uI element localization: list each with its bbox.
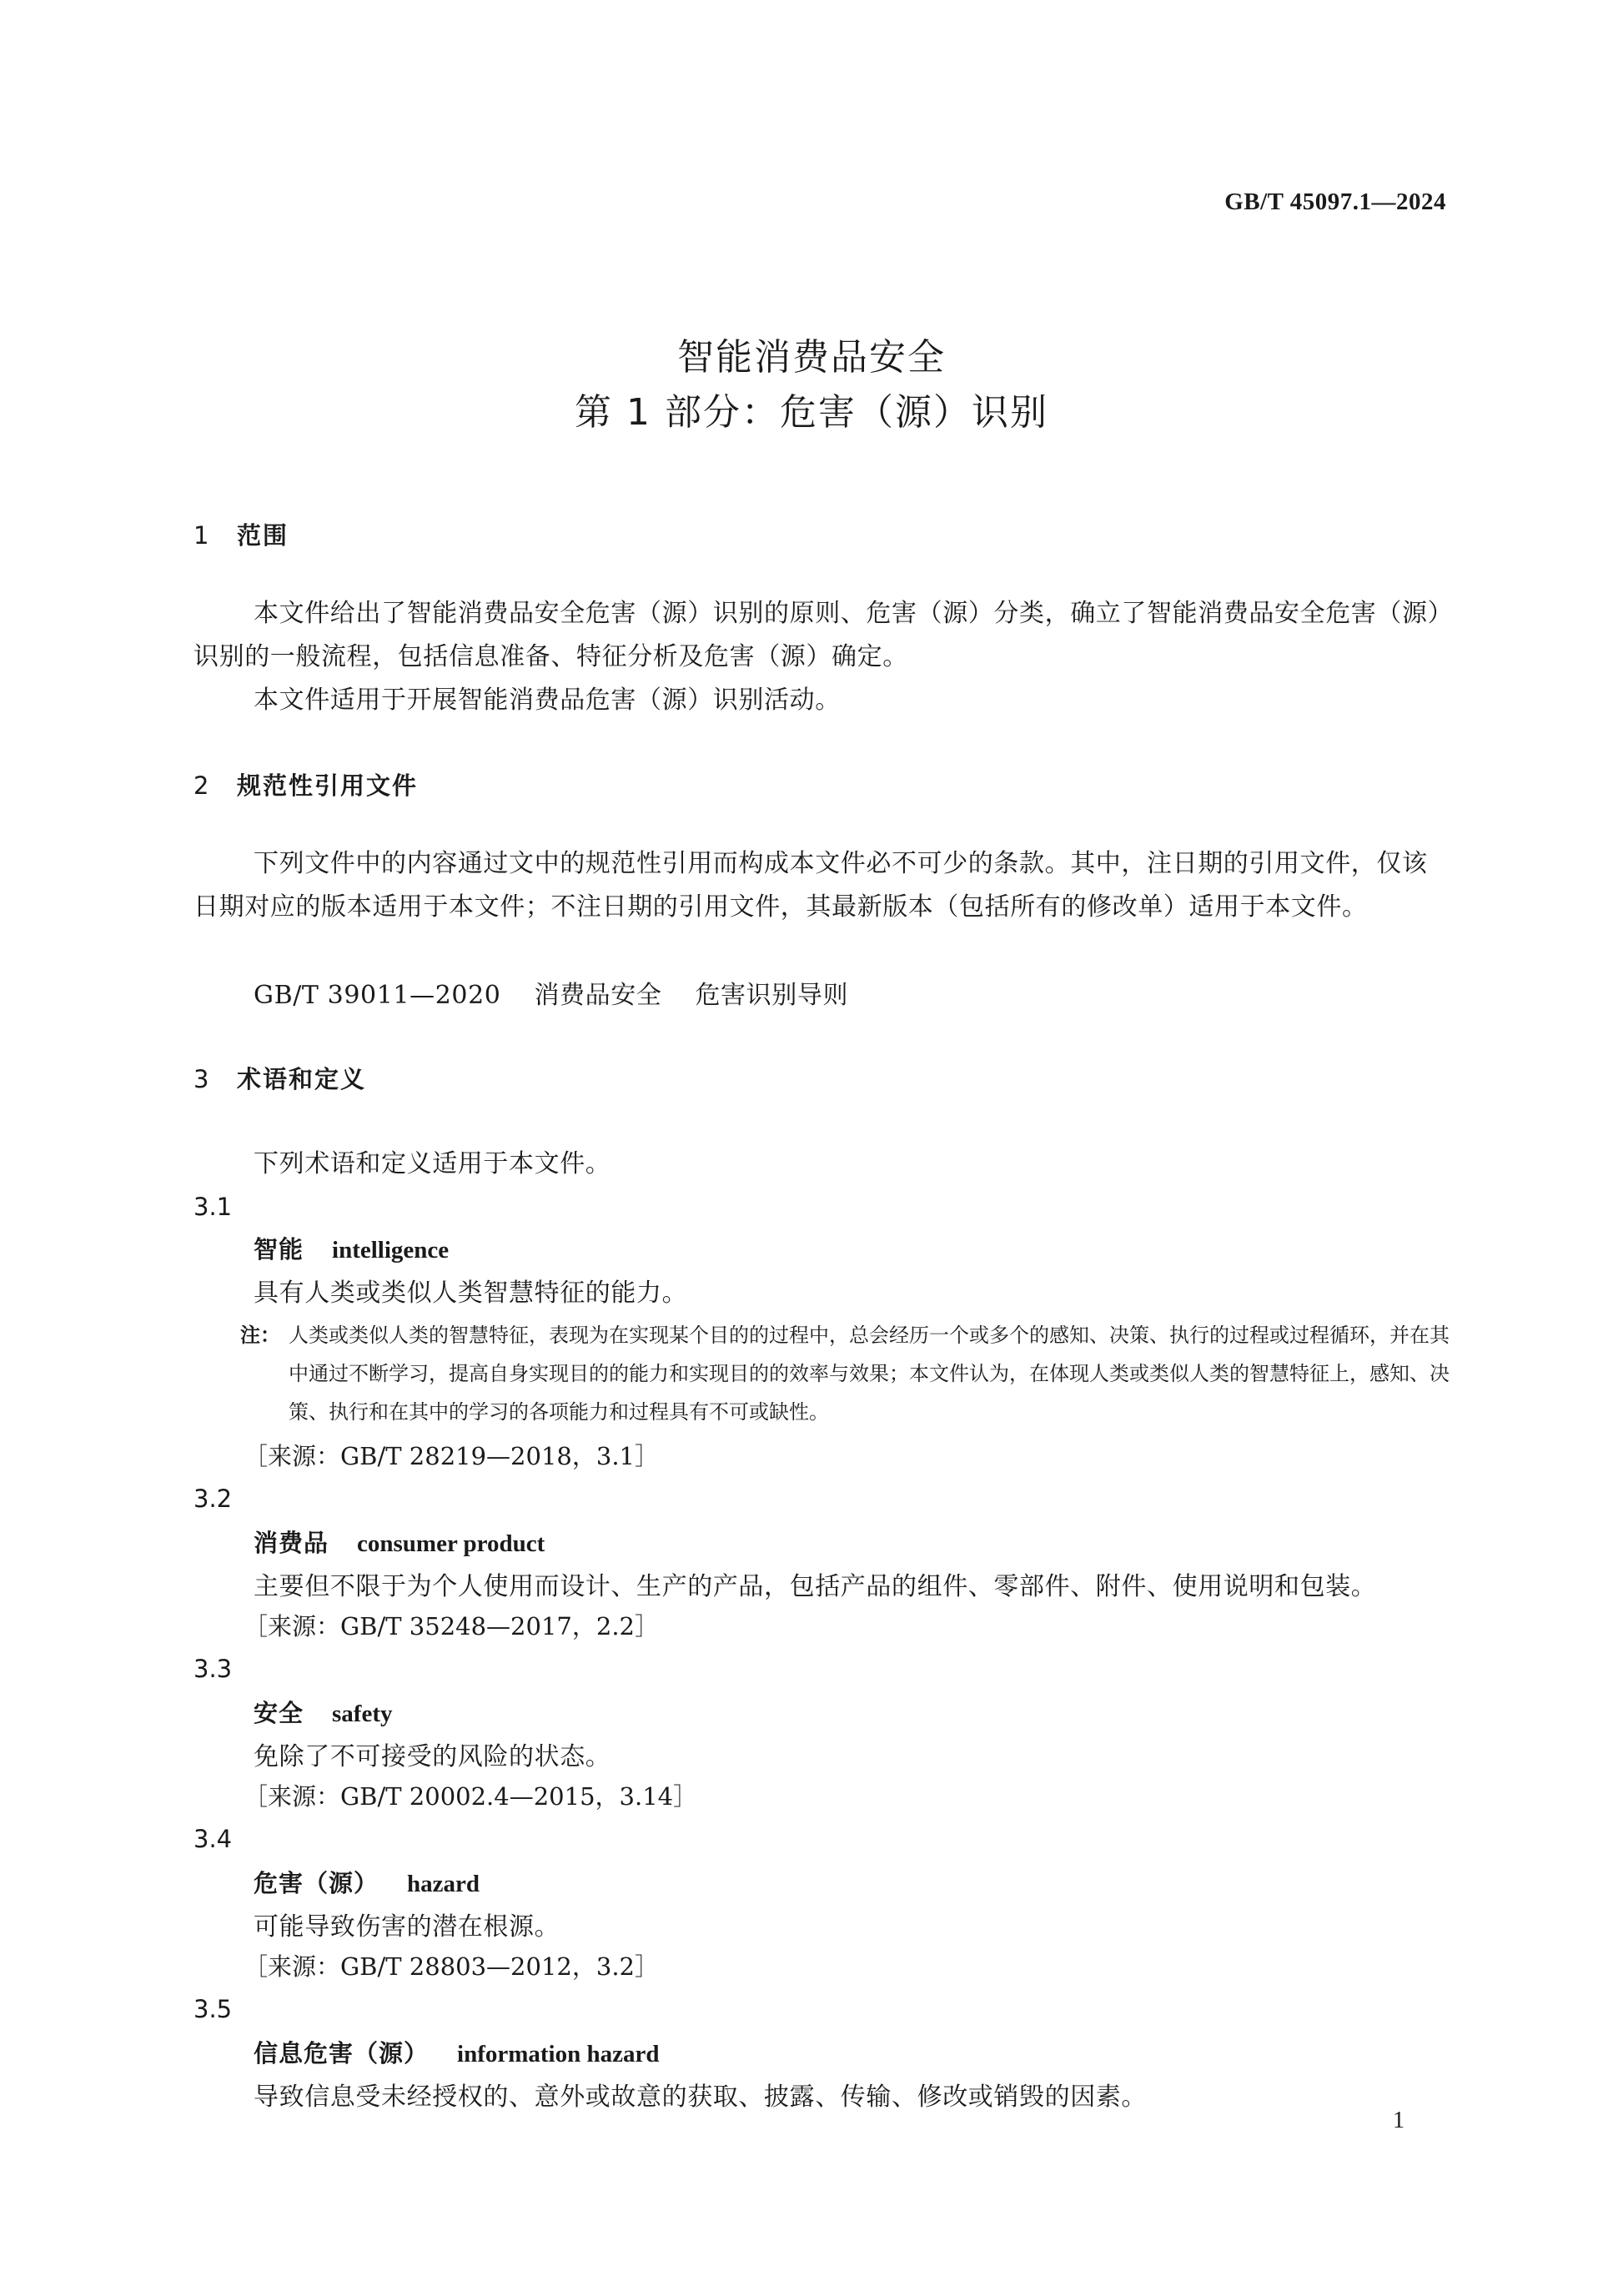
term-zh: 信息危害（源） xyxy=(254,2039,430,2067)
section-heading-1 xyxy=(193,517,289,551)
clause-number: 3.5 xyxy=(193,1995,233,2023)
paragraph: 本文件给出了智能消费品安全危害（源）识别的原则、危害（源）分类，确立了智能消费品安全危害（源）识别的一般流程，包括信息准备、特征分析及危害（源）确定。 xyxy=(193,599,1441,671)
term-entry xyxy=(254,1231,449,1265)
term-definition: 具有人类或类似人类智慧特征的能力。 xyxy=(254,1279,688,1308)
term-source: ［来源：GB/T 28803—2012，3.2］ xyxy=(244,1952,659,1981)
clause-number: 3.4 xyxy=(193,1825,233,1853)
paragraph: 下列文件中的内容通过文中的规范性引用而构成本文件必不可少的条款。其中，注日期的引用文件，仅该日期对应的版本适用于本文件；不注日期的引用文件，其最新版本（包括所有的修改单）适用于本文件。 xyxy=(193,849,1428,922)
term-definition: 可能导致伤害的潜在根源。 xyxy=(254,1912,560,1942)
reference-title: 消费品安全 xyxy=(534,981,662,1010)
section-number: 3 xyxy=(193,1065,211,1093)
note-label: 注： xyxy=(240,1324,280,1347)
term-entry xyxy=(254,1695,393,1729)
reference-code: GB/T 39011—2020 xyxy=(254,981,501,1010)
section-intro: 下列术语和定义适用于本文件。 xyxy=(254,1149,611,1178)
section-heading-2 xyxy=(193,767,418,801)
term-zh: 智能 xyxy=(254,1235,304,1264)
normative-reference xyxy=(254,974,848,1011)
standard-number: GB/T 45097.1—2024 xyxy=(1224,188,1446,215)
term-zh: 危害（源） xyxy=(254,1869,379,1897)
term-en: consumer product xyxy=(357,1530,545,1557)
section-heading-3 xyxy=(193,1061,366,1095)
section-title: 术语和定义 xyxy=(237,1065,367,1093)
document-title: 智能消费品安全 xyxy=(677,336,946,379)
term-source: ［来源：GB/T 35248—2017，2.2］ xyxy=(244,1612,659,1640)
term-definition: 导致信息受未经授权的、意外或故意的获取、披露、传输、修改或销毁的因素。 xyxy=(254,2082,1147,2112)
term-definition: 免除了不可接受的风险的状态。 xyxy=(254,1742,611,1771)
term-entry xyxy=(254,1865,480,1899)
note-text: 人类或类似人类的智慧特征，表现为在实现某个目的的过程中，总会经历一个或多个的感知、决策、执行的过程或过程循环，并在其中通过不断学习，提高自身实现目的的能力和实现目的的效率与效果；本文件认为，在体现人类或类似人类的智慧特征上，感知、决策、执行和在其中的学习的各项能力和过程具有不可或缺性。 xyxy=(289,1324,1450,1424)
clause-number: 3.3 xyxy=(193,1655,233,1683)
term-note xyxy=(240,1316,1450,1431)
term-source: ［来源：GB/T 28219—2018，3.1］ xyxy=(244,1442,659,1470)
page-number: 1 xyxy=(1393,2108,1404,2133)
term-en: information hazard xyxy=(457,2041,660,2067)
term-zh: 消费品 xyxy=(254,1529,329,1557)
clause-number: 3.2 xyxy=(193,1485,233,1513)
section-title: 规范性引用文件 xyxy=(237,771,419,800)
term-definition: 主要但不限于为个人使用而设计、生产的产品，包括产品的组件、零部件、附件、使用说明和包装。 xyxy=(254,1572,1377,1601)
term-source: ［来源：GB/T 20002.4—2015，3.14］ xyxy=(244,1782,698,1811)
term-entry xyxy=(254,1525,545,1559)
term-en: hazard xyxy=(407,1871,480,1897)
term-zh: 安全 xyxy=(254,1699,304,1727)
term-en: intelligence xyxy=(332,1237,450,1264)
clause-number: 3.1 xyxy=(193,1193,233,1221)
document-subtitle: 第 1 部分：危害（源）识别 xyxy=(575,391,1048,434)
section-title: 范围 xyxy=(237,521,289,550)
paragraph: 本文件适用于开展智能消费品危害（源）识别活动。 xyxy=(254,686,841,715)
reference-title: 危害识别导则 xyxy=(695,981,849,1010)
section-number: 1 xyxy=(193,521,211,550)
term-entry xyxy=(254,2035,659,2069)
term-en: safety xyxy=(332,1701,393,1727)
section-number: 2 xyxy=(193,771,211,800)
